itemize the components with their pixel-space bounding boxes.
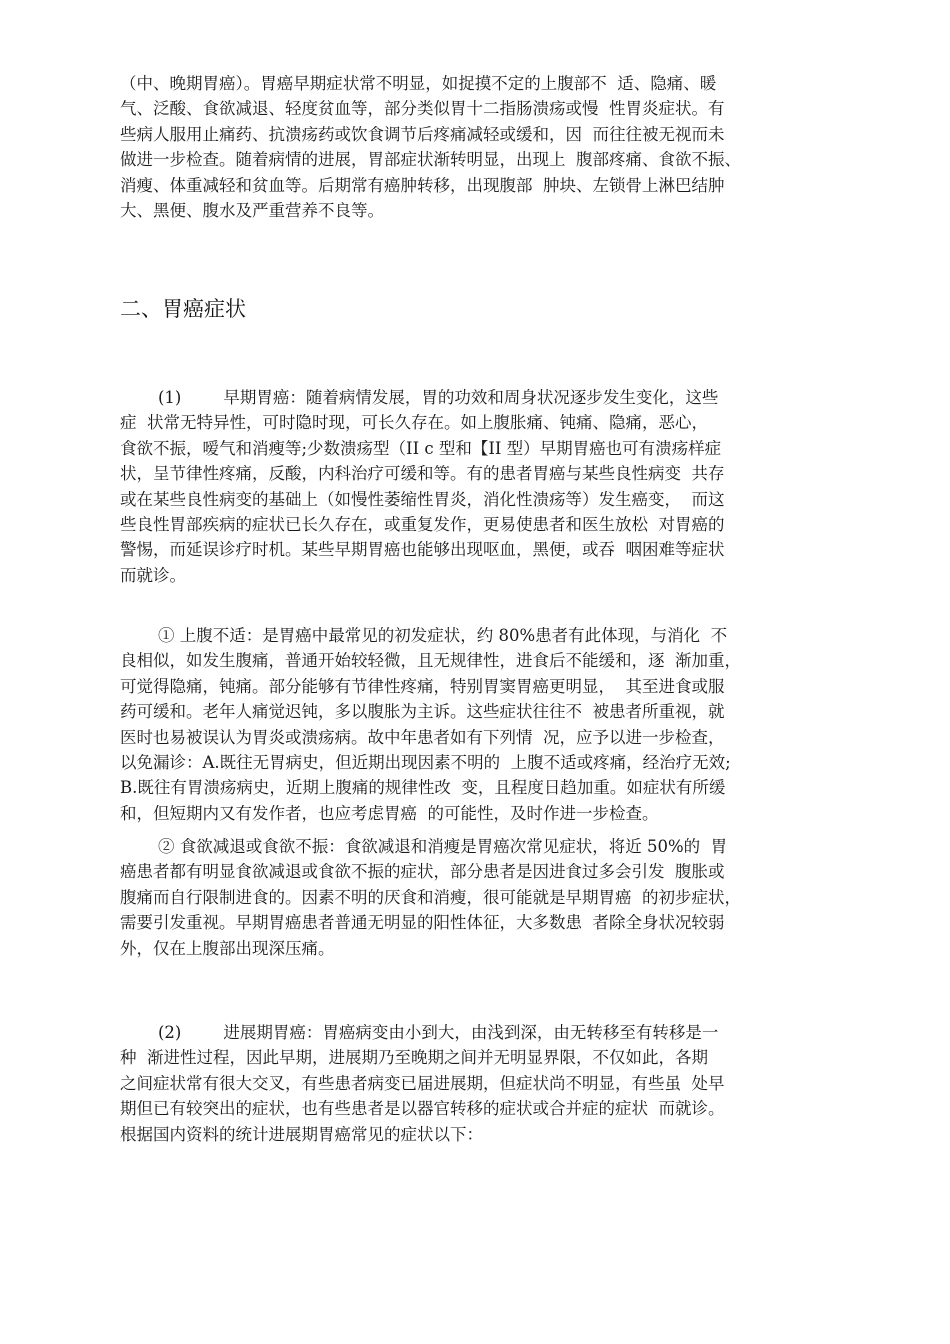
upper-abdomen-line: B.既往有胃溃疡病史，近期上腹痛的规律性改 变，且程度日趋加重。如症状有所缓: [120, 778, 726, 798]
early-line: 些良性胃部疾病的症状已长久存在，或重复发作，更易使患者和医生放松 对胃癌的: [120, 514, 725, 534]
appetite-line: 需要引发重视。早期胃癌患者普通无明显的阳性体征，大多数患 者除全身状况较弱: [120, 913, 725, 933]
advanced-line: (2) 进展期胃癌：胃癌病变由小到大，由浅到深，由无转移至有转移是一: [158, 1023, 719, 1042]
early-line: 警惕，而延误诊疗时机。某些早期胃癌也能够出现呕血，黑便，或吞 咽困难等症状: [120, 540, 725, 560]
appetite-loss-paragraph: [120, 834, 825, 961]
appetite-line: 癌患者都有明显食欲减退或食欲不振的症状，部分患者是因进食过多会引发 腹胀或: [120, 862, 725, 882]
upper-abdomen-line: 药可缓和。老年人痛觉迟钝，多以腹胀为主诉。这些症状往往不 被患者所重视，就: [120, 702, 725, 722]
early-line: 而就诊。: [120, 565, 186, 585]
upper-abdomen-discomfort-paragraph: [120, 623, 825, 826]
intro-line: （中、晚期胃癌）。胃癌早期症状常不明显，如捉摸不定的上腹部不 适、隐痛、暖: [120, 74, 717, 93]
appetite-line: 腹痛而自行限制进食的。因素不明的厌食和消瘦，很可能就是早期胃癌 的初步症状，: [120, 887, 741, 907]
early-gastric-cancer-paragraph: [120, 385, 825, 588]
upper-abdomen-line: 医时也易被误认为胃炎或溃疡病。故中年患者如有下列情 况，应予以进一步检查，: [120, 727, 725, 747]
early-line: 食欲不振，嗳气和消瘦等;少数溃疡型（II c 型和【II 型）早期胃癌也可有溃疡样症: [120, 438, 722, 458]
upper-abdomen-line: 和，但短期内又有发作者，也应考虑胃癌 的可能性，及时作进一步检查。: [120, 803, 659, 823]
appetite-line: ② 食欲减退或食欲不振：食欲减退和消瘦是胃癌次常见症状，将近 50%的 胃: [158, 837, 728, 856]
upper-abdomen-line: 良相似，如发生腹痛，普通开始较轻微，且无规律性，进食后不能缓和，逐 渐加重，: [120, 651, 741, 671]
early-line: 或在某些良性病变的基础上（如慢性萎缩性胃炎，消化性溃疡等）发生癌变， 而这: [120, 489, 725, 509]
early-line: 状，呈节律性疼痛，反酸，内科治疗可缓和等。有的患者胃癌与某些良性病变 共存: [120, 464, 725, 484]
upper-abdomen-line: 可觉得隐痛，钝痛。部分能够有节律性疼痛，特别胃窦胃癌更明显， 其至进食或服: [120, 676, 725, 696]
intro-paragraph: [120, 71, 825, 223]
early-line: (1) 早期胃癌：随着病情发展，胃的功效和周身状况逐步发生变化，这些: [158, 388, 719, 407]
advanced-line: 种 渐进性过程，因此早期，进展期乃至晚期之间并无明显界限，不仅如此，各期: [120, 1048, 708, 1068]
intro-line: 消瘦、体重减轻和贫血等。后期常有癌肿转移，出现腹部 肿块、左锁骨上淋巴结肿: [120, 175, 725, 195]
advanced-line: 根据国内资料的统计进展期胃癌常见的症状以下：: [120, 1124, 483, 1144]
upper-abdomen-line: 以免漏诊：A.既往无胃病史，但近期出现因素不明的 上腹不适或疼痛，经治疗无效;: [120, 752, 731, 772]
intro-line: 做进一步检查。随着病情的进展，胃部症状渐转明显，出现上 腹部疼痛、食欲不振、: [120, 150, 741, 170]
appetite-line: 外，仅在上腹部出现深压痛。: [120, 938, 335, 958]
advanced-gastric-cancer-paragraph: [120, 1020, 825, 1147]
intro-line: 大、黑便、腹水及严重营养不良等。: [120, 200, 384, 220]
advanced-line: 期但已有较突出的症状，也有些患者是以器官转移的症状或合并症的症状 而就诊。: [120, 1099, 725, 1119]
intro-line: 气、泛酸、食欲减退、轻度贫血等，部分类似胃十二指肠溃疡或慢 性胃炎症状。有: [120, 99, 725, 119]
intro-line: 些病人服用止痛药、抗溃疡药或饮食调节后疼痛减轻或缓和，因 而往往被无视而未: [120, 124, 725, 144]
advanced-line: 之间症状常有很大交叉，有些患者病变已届进展期，但症状尚不明显，有些虽 处早: [120, 1073, 725, 1093]
section-heading: 二、胃癌症状: [120, 297, 246, 321]
early-line: 症 状常无特异性，可时隐时现，可长久存在。如上腹胀痛、钝痛、隐痛，恶心，: [120, 413, 708, 433]
upper-abdomen-line: ① 上腹不适：是胃癌中最常见的初发症状，约 80%患者有此体现，与消化 不: [158, 626, 728, 645]
